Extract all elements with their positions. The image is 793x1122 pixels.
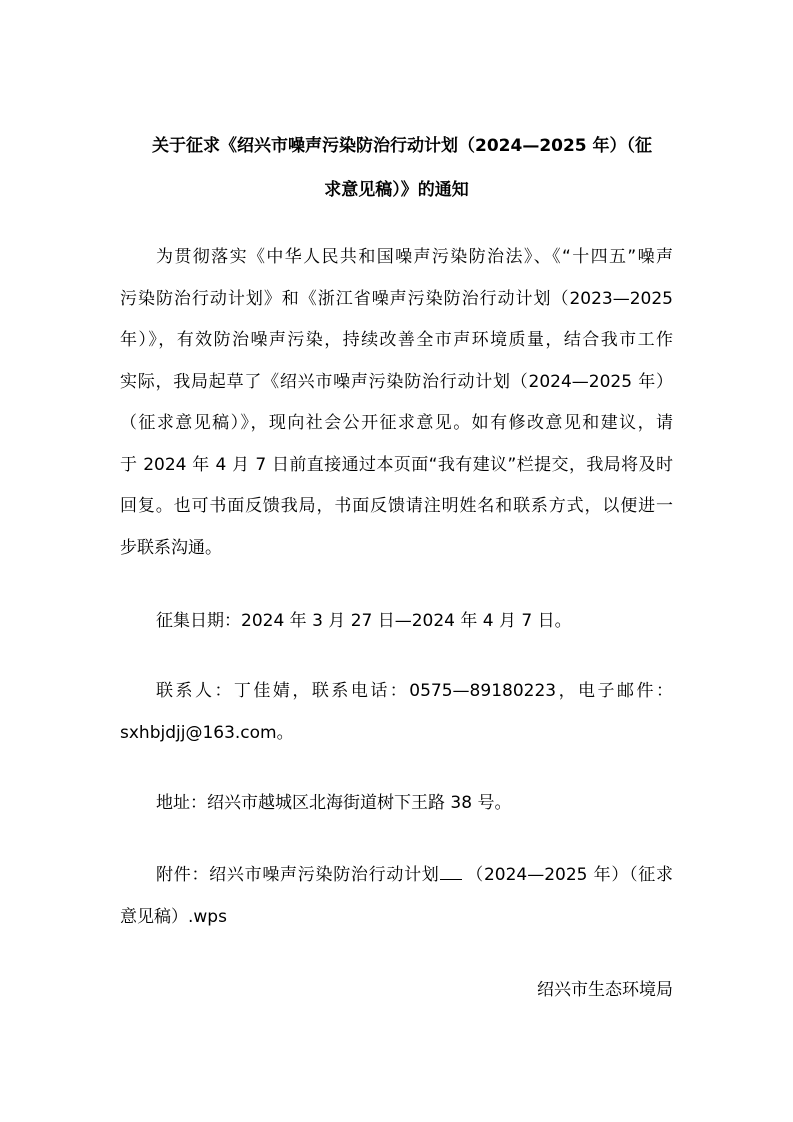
attachment-paragraph [120, 855, 673, 938]
collection-date: 征集日期：2024 年 3 月 27 日—2024 年 4 月 7 日。 [156, 611, 572, 631]
contact-email: sxhbjdjj@163.com。 [120, 722, 294, 743]
body-line: 年）》，有效防治噪声污染，持续改善全市声环境质量，结合我市工作 [120, 330, 673, 350]
body-line: 于 2024 年 4 月 7 日前直接通过本页面“我有建议”栏提交，我局将及时 [120, 454, 673, 475]
contact-line: 联系人：丁佳婧，联系电话：0575—89180223，电子邮件： [156, 681, 673, 701]
body-line: 回复。也可书面反馈我局，书面反馈请注明姓名和联系方式，以便进一 [120, 496, 673, 516]
collection-date-paragraph [120, 601, 673, 643]
body-line: 步联系沟通。 [120, 537, 222, 558]
body-line: （征求意见稿）》，现向社会公开征求意见。如有修改意见和建议，请 [120, 413, 673, 433]
body-line: 污染防治行动计划》和《浙江省噪声污染防治行动计划（2023—2025 [120, 288, 673, 309]
address-paragraph [120, 783, 673, 825]
contact-paragraph [120, 671, 673, 754]
document-title-line-2: 求意见稿）》的通知 [324, 180, 469, 200]
body-line: 实际，我局起草了《绍兴市噪声污染防治行动计划（2024—2025 年） [120, 371, 673, 392]
body-paragraph [120, 237, 673, 569]
attachment-line [120, 855, 673, 897]
attachment-name-part-1: 附件：绍兴市噪声污染防治行动计划 [156, 865, 440, 885]
attachment-name-part-2: （2024—2025 年）（征求 [465, 865, 674, 885]
underline-blank [440, 865, 462, 880]
body-line: 为贯彻落实《中华人民共和国噪声污染防治法》、《“十四五”噪声 [156, 247, 673, 267]
attachment-filename: 意见稿）.wps [120, 906, 227, 927]
address: 地址：绍兴市越城区北海街道树下王路 38 号。 [156, 793, 512, 813]
issuer-signature: 绍兴市生态环境局 [537, 980, 673, 1000]
document-title-line-1: 关于征求《绍兴市噪声污染防治行动计划（2024—2025 年）（征 [152, 136, 653, 156]
